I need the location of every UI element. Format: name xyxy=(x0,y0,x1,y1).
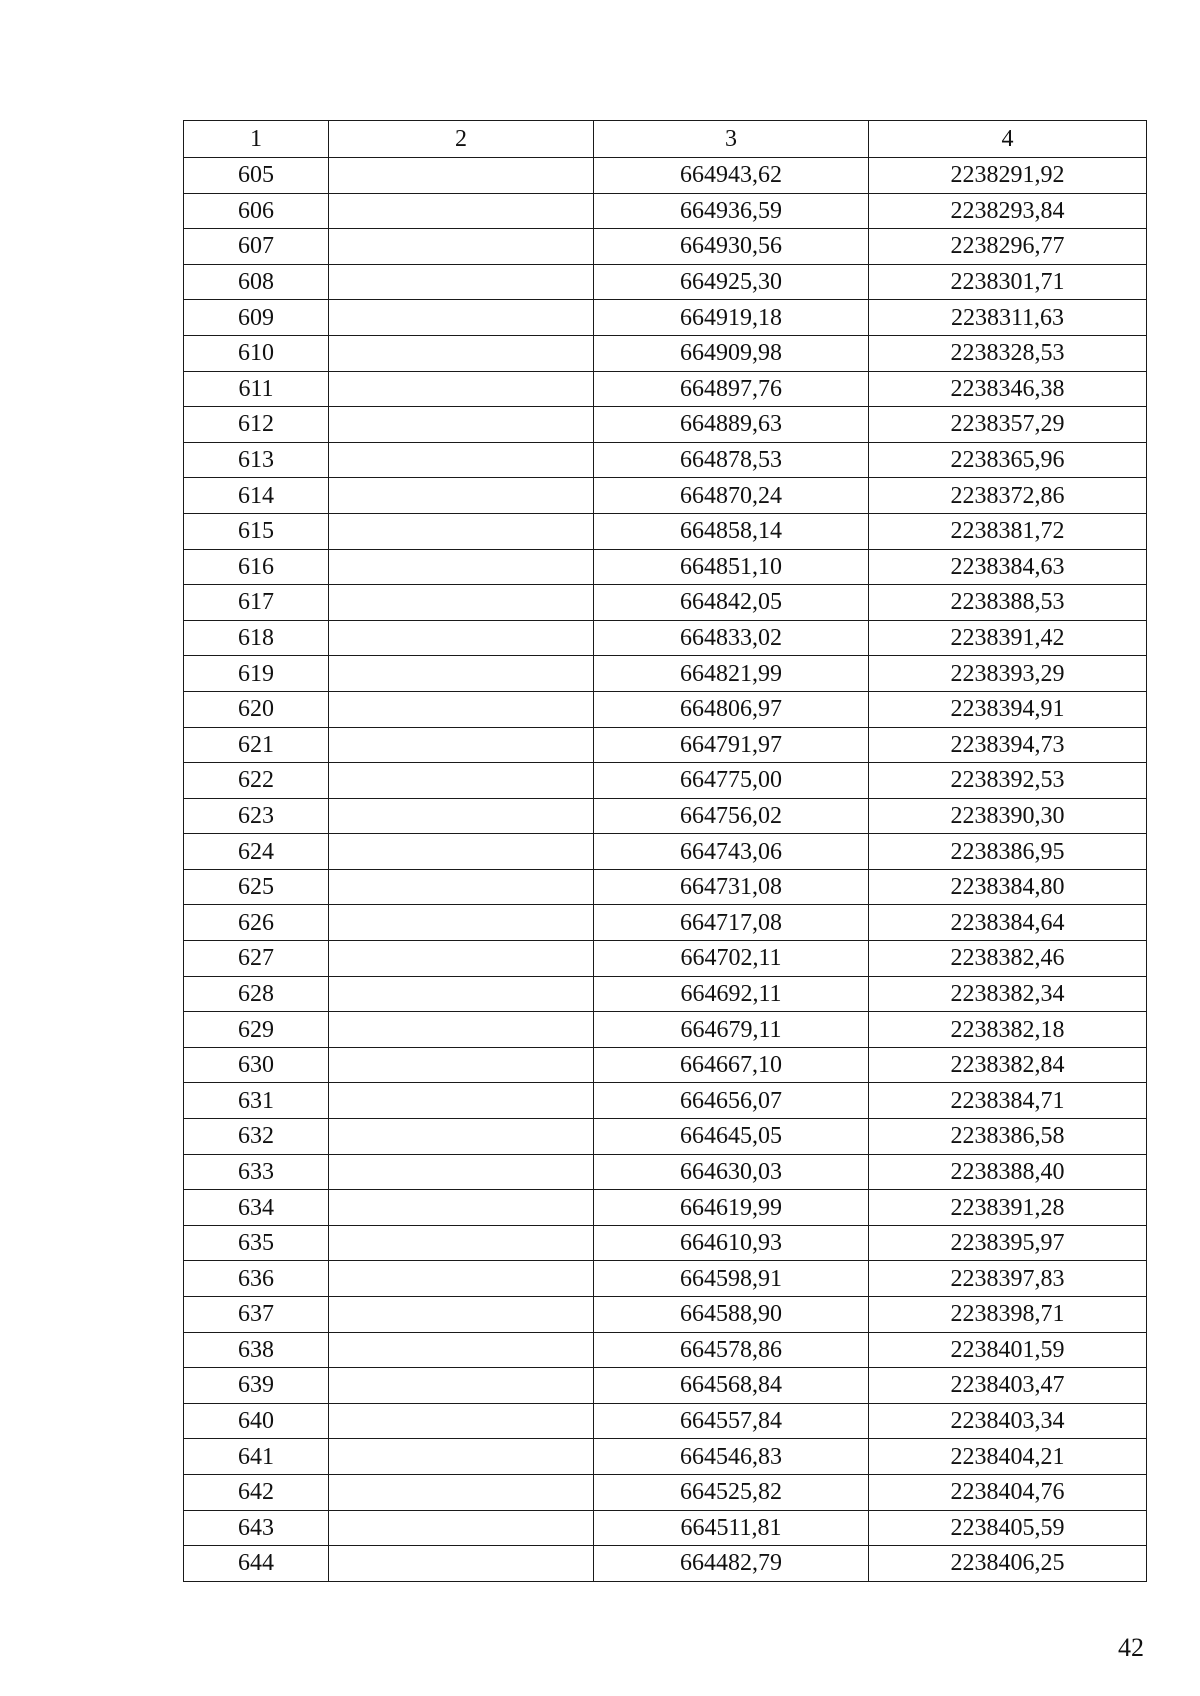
name-cell xyxy=(329,763,594,799)
table-row xyxy=(184,1047,1147,1083)
point-number-cell: 619 xyxy=(184,656,329,692)
table-row xyxy=(184,1119,1147,1155)
point-number-cell: 614 xyxy=(184,478,329,514)
name-cell xyxy=(329,158,594,194)
table-row xyxy=(184,335,1147,371)
point-number-cell: 606 xyxy=(184,193,329,229)
table-row xyxy=(184,1261,1147,1297)
name-cell xyxy=(329,1332,594,1368)
table-row xyxy=(184,442,1147,478)
table-row xyxy=(184,1368,1147,1404)
point-number-cell: 626 xyxy=(184,905,329,941)
y-coordinate-cell: 2238386,95 xyxy=(869,834,1147,870)
point-number-cell: 637 xyxy=(184,1297,329,1333)
y-coordinate-cell: 2238391,28 xyxy=(869,1190,1147,1226)
table-row xyxy=(184,834,1147,870)
x-coordinate-cell: 664821,99 xyxy=(594,656,869,692)
table-row xyxy=(184,798,1147,834)
header-cell: 1 xyxy=(184,121,329,158)
x-coordinate-cell: 664936,59 xyxy=(594,193,869,229)
x-coordinate-cell: 664546,83 xyxy=(594,1439,869,1475)
name-cell xyxy=(329,1119,594,1155)
y-coordinate-cell: 2238382,46 xyxy=(869,941,1147,977)
x-coordinate-cell: 664717,08 xyxy=(594,905,869,941)
name-cell xyxy=(329,513,594,549)
table-row xyxy=(184,656,1147,692)
y-coordinate-cell: 2238404,76 xyxy=(869,1474,1147,1510)
name-cell xyxy=(329,1083,594,1119)
point-number-cell: 623 xyxy=(184,798,329,834)
y-coordinate-cell: 2238311,63 xyxy=(869,300,1147,336)
y-coordinate-cell: 2238365,96 xyxy=(869,442,1147,478)
point-number-cell: 621 xyxy=(184,727,329,763)
x-coordinate-cell: 664598,91 xyxy=(594,1261,869,1297)
x-coordinate-cell: 664557,84 xyxy=(594,1403,869,1439)
y-coordinate-cell: 2238403,34 xyxy=(869,1403,1147,1439)
table-row xyxy=(184,1225,1147,1261)
point-number-cell: 644 xyxy=(184,1546,329,1582)
point-number-cell: 639 xyxy=(184,1368,329,1404)
table-row xyxy=(184,478,1147,514)
x-coordinate-cell: 664743,06 xyxy=(594,834,869,870)
name-cell xyxy=(329,1368,594,1404)
y-coordinate-cell: 2238394,73 xyxy=(869,727,1147,763)
y-coordinate-cell: 2238401,59 xyxy=(869,1332,1147,1368)
table-row xyxy=(184,407,1147,443)
x-coordinate-cell: 664842,05 xyxy=(594,585,869,621)
name-cell xyxy=(329,1261,594,1297)
table-row xyxy=(184,1012,1147,1048)
table-row xyxy=(184,1510,1147,1546)
table-row xyxy=(184,727,1147,763)
name-cell xyxy=(329,1225,594,1261)
x-coordinate-cell: 664851,10 xyxy=(594,549,869,585)
x-coordinate-cell: 664878,53 xyxy=(594,442,869,478)
table-row xyxy=(184,1154,1147,1190)
table-row xyxy=(184,620,1147,656)
header-row xyxy=(184,121,1147,158)
table-row xyxy=(184,1439,1147,1475)
x-coordinate-cell: 664909,98 xyxy=(594,335,869,371)
point-number-cell: 607 xyxy=(184,229,329,265)
x-coordinate-cell: 664702,11 xyxy=(594,941,869,977)
x-coordinate-cell: 664588,90 xyxy=(594,1297,869,1333)
point-number-cell: 624 xyxy=(184,834,329,870)
table-row xyxy=(184,229,1147,265)
x-coordinate-cell: 664731,08 xyxy=(594,869,869,905)
y-coordinate-cell: 2238398,71 xyxy=(869,1297,1147,1333)
x-coordinate-cell: 664568,84 xyxy=(594,1368,869,1404)
x-coordinate-cell: 664791,97 xyxy=(594,727,869,763)
header-cell: 4 xyxy=(869,121,1147,158)
x-coordinate-cell: 664656,07 xyxy=(594,1083,869,1119)
name-cell xyxy=(329,371,594,407)
header-cell: 3 xyxy=(594,121,869,158)
name-cell xyxy=(329,941,594,977)
y-coordinate-cell: 2238346,38 xyxy=(869,371,1147,407)
x-coordinate-cell: 664511,81 xyxy=(594,1510,869,1546)
name-cell xyxy=(329,798,594,834)
point-number-cell: 622 xyxy=(184,763,329,799)
name-cell xyxy=(329,1510,594,1546)
name-cell xyxy=(329,442,594,478)
point-number-cell: 627 xyxy=(184,941,329,977)
name-cell xyxy=(329,869,594,905)
table-row xyxy=(184,264,1147,300)
y-coordinate-cell: 2238388,53 xyxy=(869,585,1147,621)
x-coordinate-cell: 664930,56 xyxy=(594,229,869,265)
x-coordinate-cell: 664692,11 xyxy=(594,976,869,1012)
y-coordinate-cell: 2238293,84 xyxy=(869,193,1147,229)
point-number-cell: 610 xyxy=(184,335,329,371)
x-coordinate-cell: 664943,62 xyxy=(594,158,869,194)
x-coordinate-cell: 664578,86 xyxy=(594,1332,869,1368)
name-cell xyxy=(329,335,594,371)
table-row xyxy=(184,158,1147,194)
x-coordinate-cell: 664925,30 xyxy=(594,264,869,300)
name-cell xyxy=(329,834,594,870)
point-number-cell: 618 xyxy=(184,620,329,656)
x-coordinate-cell: 664897,76 xyxy=(594,371,869,407)
table-row xyxy=(184,1403,1147,1439)
point-number-cell: 613 xyxy=(184,442,329,478)
point-number-cell: 631 xyxy=(184,1083,329,1119)
x-coordinate-cell: 664889,63 xyxy=(594,407,869,443)
table-row xyxy=(184,371,1147,407)
table-body xyxy=(184,121,1147,1582)
y-coordinate-cell: 2238388,40 xyxy=(869,1154,1147,1190)
name-cell xyxy=(329,620,594,656)
y-coordinate-cell: 2238394,91 xyxy=(869,691,1147,727)
name-cell xyxy=(329,976,594,1012)
point-number-cell: 615 xyxy=(184,513,329,549)
x-coordinate-cell: 664667,10 xyxy=(594,1047,869,1083)
y-coordinate-cell: 2238397,83 xyxy=(869,1261,1147,1297)
y-coordinate-cell: 2238403,47 xyxy=(869,1368,1147,1404)
y-coordinate-cell: 2238391,42 xyxy=(869,620,1147,656)
table-row xyxy=(184,905,1147,941)
point-number-cell: 617 xyxy=(184,585,329,621)
point-number-cell: 625 xyxy=(184,869,329,905)
y-coordinate-cell: 2238381,72 xyxy=(869,513,1147,549)
y-coordinate-cell: 2238384,63 xyxy=(869,549,1147,585)
coordinates-table xyxy=(183,120,1147,1582)
point-number-cell: 643 xyxy=(184,1510,329,1546)
point-number-cell: 632 xyxy=(184,1119,329,1155)
name-cell xyxy=(329,1403,594,1439)
name-cell xyxy=(329,1439,594,1475)
x-coordinate-cell: 664756,02 xyxy=(594,798,869,834)
name-cell xyxy=(329,478,594,514)
y-coordinate-cell: 2238382,84 xyxy=(869,1047,1147,1083)
y-coordinate-cell: 2238405,59 xyxy=(869,1510,1147,1546)
name-cell xyxy=(329,1012,594,1048)
point-number-cell: 612 xyxy=(184,407,329,443)
table-row xyxy=(184,869,1147,905)
name-cell xyxy=(329,1474,594,1510)
name-cell xyxy=(329,1297,594,1333)
x-coordinate-cell: 664775,00 xyxy=(594,763,869,799)
y-coordinate-cell: 2238291,92 xyxy=(869,158,1147,194)
point-number-cell: 609 xyxy=(184,300,329,336)
name-cell xyxy=(329,193,594,229)
name-cell xyxy=(329,905,594,941)
x-coordinate-cell: 664630,03 xyxy=(594,1154,869,1190)
x-coordinate-cell: 664806,97 xyxy=(594,691,869,727)
point-number-cell: 605 xyxy=(184,158,329,194)
table-row xyxy=(184,513,1147,549)
y-coordinate-cell: 2238372,86 xyxy=(869,478,1147,514)
x-coordinate-cell: 664679,11 xyxy=(594,1012,869,1048)
table-row xyxy=(184,1546,1147,1582)
x-coordinate-cell: 664919,18 xyxy=(594,300,869,336)
y-coordinate-cell: 2238384,71 xyxy=(869,1083,1147,1119)
name-cell xyxy=(329,549,594,585)
name-cell xyxy=(329,229,594,265)
point-number-cell: 635 xyxy=(184,1225,329,1261)
table-row xyxy=(184,1332,1147,1368)
table-row xyxy=(184,300,1147,336)
y-coordinate-cell: 2238382,34 xyxy=(869,976,1147,1012)
point-number-cell: 628 xyxy=(184,976,329,1012)
point-number-cell: 616 xyxy=(184,549,329,585)
name-cell xyxy=(329,727,594,763)
y-coordinate-cell: 2238382,18 xyxy=(869,1012,1147,1048)
name-cell xyxy=(329,691,594,727)
y-coordinate-cell: 2238404,21 xyxy=(869,1439,1147,1475)
name-cell xyxy=(329,1047,594,1083)
point-number-cell: 634 xyxy=(184,1190,329,1226)
name-cell xyxy=(329,585,594,621)
x-coordinate-cell: 664525,82 xyxy=(594,1474,869,1510)
x-coordinate-cell: 664858,14 xyxy=(594,513,869,549)
name-cell xyxy=(329,1154,594,1190)
x-coordinate-cell: 664833,02 xyxy=(594,620,869,656)
y-coordinate-cell: 2238357,29 xyxy=(869,407,1147,443)
table-row xyxy=(184,1297,1147,1333)
header-cell: 2 xyxy=(329,121,594,158)
table-row xyxy=(184,976,1147,1012)
name-cell xyxy=(329,264,594,300)
table-row xyxy=(184,549,1147,585)
y-coordinate-cell: 2238395,97 xyxy=(869,1225,1147,1261)
point-number-cell: 642 xyxy=(184,1474,329,1510)
y-coordinate-cell: 2238393,29 xyxy=(869,656,1147,692)
table-row xyxy=(184,1083,1147,1119)
y-coordinate-cell: 2238384,80 xyxy=(869,869,1147,905)
y-coordinate-cell: 2238296,77 xyxy=(869,229,1147,265)
point-number-cell: 633 xyxy=(184,1154,329,1190)
y-coordinate-cell: 2238384,64 xyxy=(869,905,1147,941)
table-row xyxy=(184,1190,1147,1226)
y-coordinate-cell: 2238328,53 xyxy=(869,335,1147,371)
x-coordinate-cell: 664870,24 xyxy=(594,478,869,514)
name-cell xyxy=(329,656,594,692)
point-number-cell: 611 xyxy=(184,371,329,407)
x-coordinate-cell: 664482,79 xyxy=(594,1546,869,1582)
table-row xyxy=(184,941,1147,977)
point-number-cell: 608 xyxy=(184,264,329,300)
point-number-cell: 629 xyxy=(184,1012,329,1048)
point-number-cell: 638 xyxy=(184,1332,329,1368)
point-number-cell: 636 xyxy=(184,1261,329,1297)
x-coordinate-cell: 664619,99 xyxy=(594,1190,869,1226)
point-number-cell: 640 xyxy=(184,1403,329,1439)
name-cell xyxy=(329,1190,594,1226)
table-row xyxy=(184,691,1147,727)
name-cell xyxy=(329,300,594,336)
y-coordinate-cell: 2238301,71 xyxy=(869,264,1147,300)
y-coordinate-cell: 2238390,30 xyxy=(869,798,1147,834)
table-row xyxy=(184,193,1147,229)
point-number-cell: 641 xyxy=(184,1439,329,1475)
point-number-cell: 620 xyxy=(184,691,329,727)
y-coordinate-cell: 2238386,58 xyxy=(869,1119,1147,1155)
point-number-cell: 630 xyxy=(184,1047,329,1083)
table-row xyxy=(184,763,1147,799)
table-row xyxy=(184,1474,1147,1510)
name-cell xyxy=(329,1546,594,1582)
x-coordinate-cell: 664610,93 xyxy=(594,1225,869,1261)
y-coordinate-cell: 2238392,53 xyxy=(869,763,1147,799)
page-number: 42 xyxy=(1118,1633,1144,1662)
y-coordinate-cell: 2238406,25 xyxy=(869,1546,1147,1582)
table-row xyxy=(184,585,1147,621)
x-coordinate-cell: 664645,05 xyxy=(594,1119,869,1155)
name-cell xyxy=(329,407,594,443)
